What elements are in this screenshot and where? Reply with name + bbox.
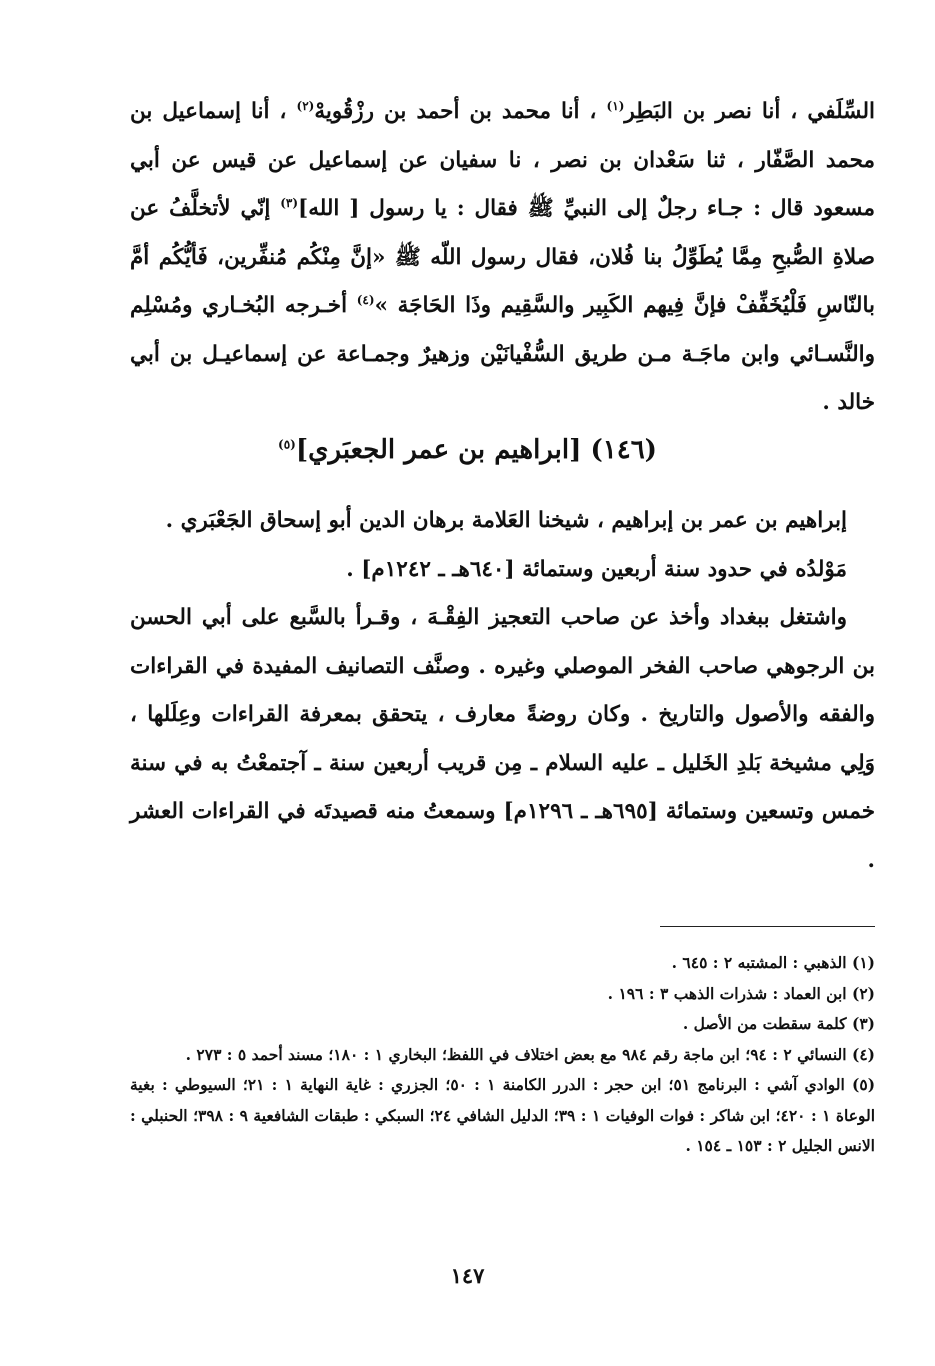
footnote-number: (٥) xyxy=(852,1075,876,1094)
biography-text xyxy=(130,497,875,885)
hadith-text xyxy=(130,88,875,428)
footnote-number: (٤) xyxy=(851,1044,875,1064)
footnote-ref-2[interactable]: (٢) xyxy=(296,98,315,113)
page-number: ١٤٧ xyxy=(450,1263,485,1288)
biography-paragraph-career: واشتغل ببغداد وأخذ عن صاحب التعجيز الفِقْـهَ ، وقـرأ بالسَّبع على أبي الحسن بن الرجوهي صاحب الفخر الموصلي وغيره . وصنَّف التصانيف المفيدة في القراءات والفقه والأصول والتاريخ . وكان روضةً معارف ، يتحقق بمعرفة القراءات وعِلَلها ، وَلِي مشيخة بَلدِ الخَليل ـ عليه السلام ـ مِن قريب أربعين سنة ـ آجتمعْتُ به في سنة خمس وتسعين وستمائة [٦٩٥هـ ـ ١٢٩٦م] وسمعتُ منه قصيدتَه في القراءات العشر . xyxy=(130,605,876,873)
footnote-text: ابن العماد : شذرات الذهب ٣ : ١٩٦ . xyxy=(607,983,847,1003)
hadith-paragraph xyxy=(130,88,875,428)
footnotes-list xyxy=(130,948,875,1162)
biography-paragraph-birth: مَوْلدُه في حدود سنة أربعين وستمائة [٦٤٠هـ ـ ١٢٤٢م] . xyxy=(346,556,847,582)
hadith-text-part-d: إنّي لأتخلَّفُ عن صلاةِ الصُّبحِ مِمَّا يُطَوِّلُ بنا فُلان، فقال رسول اللّه ﷺ «إنَّ مِنْكُم مُنفِّرين، فَأيُّكُم أمَّ بالنّاسِ فَلْيُخَفِّفْ فإنَّ فِيهم الكَبِير والسَّقِيم وذَا الحَاجَة » xyxy=(130,196,875,318)
hadith-text-part-c: ، أنا إسماعيل بن محمد الصَّفّار ، ثنا سَعْدان بن نصر ، نا سفيان عن إسماعيل عن قيس عن أبي مسعود قال : جـاء رجلٌ إلى النبيِّ ﷺ فقال : يا رسول [ الله] xyxy=(130,99,876,221)
footnote-2 xyxy=(130,979,875,1010)
footnote-ref-4[interactable]: (٤) xyxy=(356,292,375,307)
footnote-ref-5[interactable]: (٥) xyxy=(278,437,296,452)
footnote-number: (٢) xyxy=(851,983,875,1003)
footnote-5 xyxy=(130,1070,875,1162)
biography-heading-text: (١٤٦) [ابراهيم بن عمر الجعبَري] xyxy=(295,435,657,465)
footnote-text: الوادي آشي : البرنامج ٥١؛ ابن حجر : الدرر الكامنة ١ : ٥٠؛ الجزري : غاية النهاية ١ : ٢١؛ السيوطي : بغية الوعاة ١ : ٤٢٠؛ ابن شاكر : فوات الوفيات ١ : ٣٩؛ الدليل الشافي ٢٤؛ السبكي : طبقات الشافعية ٩ : ٣٩٨؛ الحنبلي : الانس الجليل ٢ : ١٥٣ ـ ١٥٤ . xyxy=(130,1075,876,1155)
footnote-text: الذهبي : المشتبه ٢ : ٦٤٥ . xyxy=(671,953,847,972)
biography-paragraph-name: إبراهيم بن عمر بن إبراهيم ، شيخنا العَلامة برهان الدين أبو إسحاق الجَعْبَري . xyxy=(165,508,847,533)
footnote-text: كلمة سقطت من الأصل . xyxy=(682,1014,847,1033)
footnote-text: النسائي ٢ : ٩٤؛ ابن ماجة رقم ٩٨٤ مع بعض اختلاف في اللفظ؛ البخاري ١ : ١٨٠؛ مسند أحمد ٥ : ٢٧٣ . xyxy=(185,1044,847,1064)
hadith-text-part-b: ، أنا محمد بن أحمد بن رزْقُويهْ xyxy=(314,99,607,124)
hadith-text-part-a: السِّلَفي ، أنا نصر بن البَطِر xyxy=(624,99,875,124)
footnote-divider xyxy=(660,926,875,927)
footnote-ref-1[interactable]: (١) xyxy=(606,98,625,113)
footnote-ref-3[interactable]: (٣) xyxy=(280,195,299,210)
footnote-4 xyxy=(130,1040,875,1071)
footnote-number: (١) xyxy=(851,953,875,972)
biography-heading xyxy=(60,430,875,470)
footnote-3 xyxy=(130,1009,875,1040)
footnote-1 xyxy=(130,948,875,979)
hadith-text-part-e: أخـرجه البُخـاري ومُسْلِم والنَّسـائي وابن ماجَـة مـن طريق السُّفْيانَيْن وزهيرٌ وجمـاعة عن إسماعيـل بن أبي خالد . xyxy=(130,293,875,415)
footnote-number: (٣) xyxy=(851,1014,875,1033)
